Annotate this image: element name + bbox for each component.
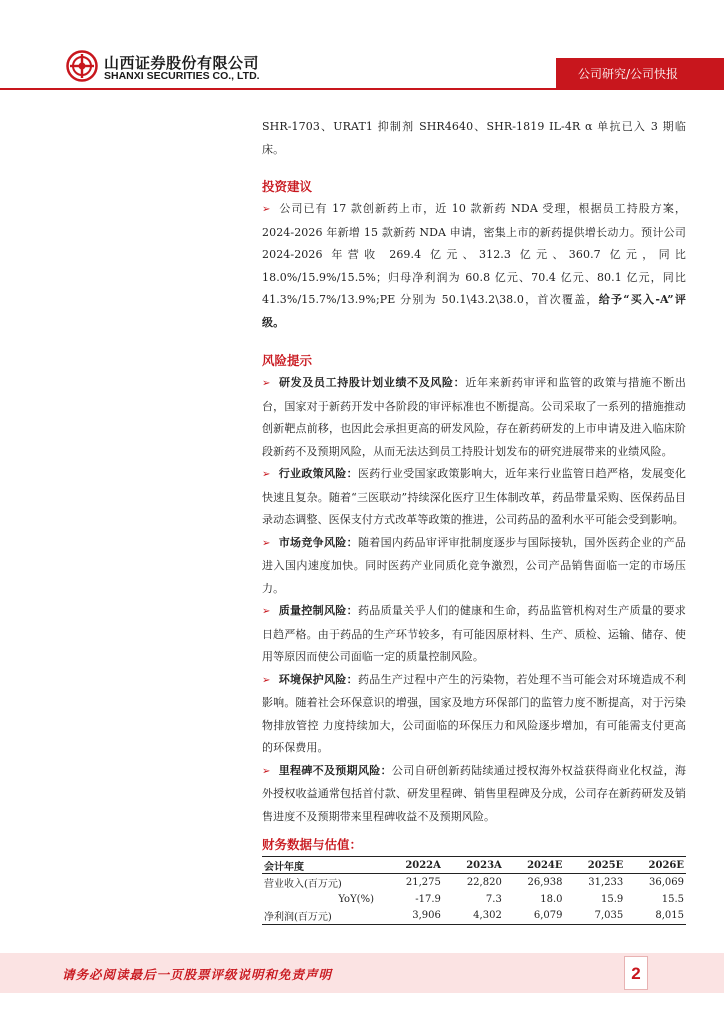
- report-body: [262, 116, 686, 828]
- investment-rating: 给予“买入-A”评级。: [262, 293, 686, 329]
- risk-item: [262, 600, 686, 669]
- investment-paragraph: [262, 198, 686, 334]
- report-category-label: 公司研究/公司快报: [578, 67, 679, 81]
- financials-title: 财务数据与估值：: [262, 837, 363, 852]
- investment-title: 投资建议: [262, 179, 313, 194]
- bullet-arrow-icon: ➢: [262, 204, 271, 215]
- table-row: [262, 908, 686, 925]
- bullet-arrow-icon: ➢: [262, 765, 271, 777]
- table-cell: 4,302: [443, 908, 504, 925]
- page-footer: [0, 953, 724, 993]
- risk-text: 近年来新药审评和监管的政策与措施不断出台，国家对于新药开发中各阶段的审评标准也不断提高。公司采取了一系列的措施推动创新靶点前移，也因此会承担更高的研发风险，存在新药研发的上市申请及进入临床阶段新药不及预期风险，从而无法达到员工持股计划发布的研究进展带来的业绩风险。: [262, 376, 686, 458]
- bullet-arrow-icon: ➢: [262, 469, 271, 480]
- page-number: 2: [631, 964, 641, 983]
- row-label: YoY(%): [338, 893, 374, 905]
- table-cell: 8,015: [625, 908, 686, 925]
- table-cell: 3,906: [382, 908, 443, 925]
- table-cell: 18.0: [540, 893, 563, 905]
- column-header: 会计年度: [262, 857, 382, 874]
- table-cell: 21,275: [405, 876, 441, 888]
- risk-heading: 环境保护风险：: [278, 672, 358, 686]
- intro-text: SHR-1703、URAT1 抑制剂 SHR4640、SHR-1819 IL-4R α 单抗已入 3 期临床。: [262, 120, 686, 156]
- table-cell: 15.5: [661, 893, 684, 905]
- risk-item: [262, 760, 686, 829]
- column-header: 2024E: [504, 857, 565, 874]
- table-cell: 22,820: [466, 876, 502, 888]
- column-header: 2023A: [443, 857, 504, 874]
- header-divider: [0, 88, 724, 90]
- table-cell: 26,938: [527, 876, 563, 888]
- company-name-en: SHANXI SECURITIES CO., LTD.: [104, 70, 260, 82]
- row-label: 净利润(百万元): [262, 908, 382, 925]
- table-cell: 7.3: [485, 893, 502, 905]
- table-header-row: [262, 857, 686, 874]
- table-cell: 15.9: [600, 893, 624, 905]
- column-header: 2026E: [625, 857, 686, 874]
- row-label: 营业收入(百万元): [264, 878, 342, 890]
- risk-item: [262, 532, 686, 601]
- risk-heading: 市场竞争风险：: [278, 535, 358, 549]
- risk-item: [262, 463, 686, 532]
- page-header: [0, 0, 724, 96]
- investment-text: 公司已有 17 款创新药上市，近 10 款新药 NDA 受理，根据员工持股方案，2024-2026 年新增 15 款新药 NDA 申请，密集上市的新药提供增长动力。预计公司 2024-2026 年营收 269.4 亿元、312.3 亿元、360.7 亿元，同比 18.0%/15.9%/15.5%；归母净利润为 60.8 亿元、70.4 亿元、80.1 亿元，同比 41.3%/15.7%/13.9%;PE 分别为 50.1\43.2\38.0，首次覆盖，: [262, 202, 686, 306]
- bullet-arrow-icon: ➢: [262, 606, 271, 617]
- page-number-box: [624, 956, 648, 990]
- column-header: 2025E: [565, 857, 626, 874]
- risk-text: 药品质量关乎人们的健康和生命，药品监管机构对生产质量的要求日趋严格。由于药品的生产环节较多，有可能因原材料、生产、质检、运输、储存、使用等原因而使公司面临一定的质量控制风险。: [262, 604, 687, 663]
- report-category-tab: [556, 58, 724, 88]
- table-cell: -17.9: [415, 893, 441, 905]
- company-name-cn: 山西证券股份有限公司: [104, 54, 260, 72]
- risk-heading: 行业政策风险：: [278, 467, 358, 480]
- risk-item: [262, 372, 686, 463]
- risk-text: 医药行业受国家政策影响大，近年来行业监管日趋严格，发展变化快速且复杂。随着“三医联动”持续深化医疗卫生体制改革，药品带量采购、医保药品目录动态调整、医保支付方式改革等政策的推进，公司药品的盈利水平可能会受到影响。: [262, 467, 687, 526]
- table-cell: 36,069: [649, 876, 684, 888]
- table-cell: 6,079: [504, 908, 565, 925]
- table-cell: 7,035: [565, 908, 626, 925]
- risk-text: 公司自研创新药陆续通过授权海外权益获得商业化权益，海外授权收益通常包括首付款、研发里程碑、销售里程碑及分成，公司存在新药研发及销售进度不及预期带来里程碑收益不及预期风险。: [262, 763, 686, 823]
- risk-text: 药品生产过程中产生的污染物，若处理不当可能会对环境造成不利影响。随着社会环保意识的增强，国家及地方环保部门的监管力度不断提高，对于污染物排放管控 力度持续加大，公司面临的环保压力和风险逐步增加，有可能需支付更高的环保费用。: [262, 672, 687, 754]
- risk-heading: 质量控制风险：: [278, 604, 358, 617]
- bullet-arrow-icon: ➢: [262, 537, 271, 549]
- table-row: [262, 891, 686, 908]
- column-header: 2022A: [382, 857, 443, 874]
- risk-heading: 里程碑不及预期风险：: [278, 763, 392, 777]
- risk-heading: 研发及员工持股计划业绩不及风险：: [278, 376, 466, 389]
- shanxi-securities-logo-icon: [66, 50, 98, 82]
- risk-item: [262, 669, 686, 760]
- risk-text: 随着国内药品审评审批制度逐步与国际接轨，国外医药企业的产品进入国内速度加快。同时医药产业同质化竞争激烈，公司产品销售面临一定的市场压力。: [262, 535, 687, 595]
- table-row: [262, 874, 686, 891]
- bullet-arrow-icon: ➢: [262, 674, 271, 686]
- bullet-arrow-icon: ➢: [262, 378, 271, 389]
- risk-title: 风险提示: [262, 353, 313, 368]
- disclaimer-note: 请务必阅读最后一页股票评级说明和免责声明: [62, 967, 333, 982]
- table-cell: 31,233: [588, 876, 624, 888]
- financials-table: [262, 856, 686, 925]
